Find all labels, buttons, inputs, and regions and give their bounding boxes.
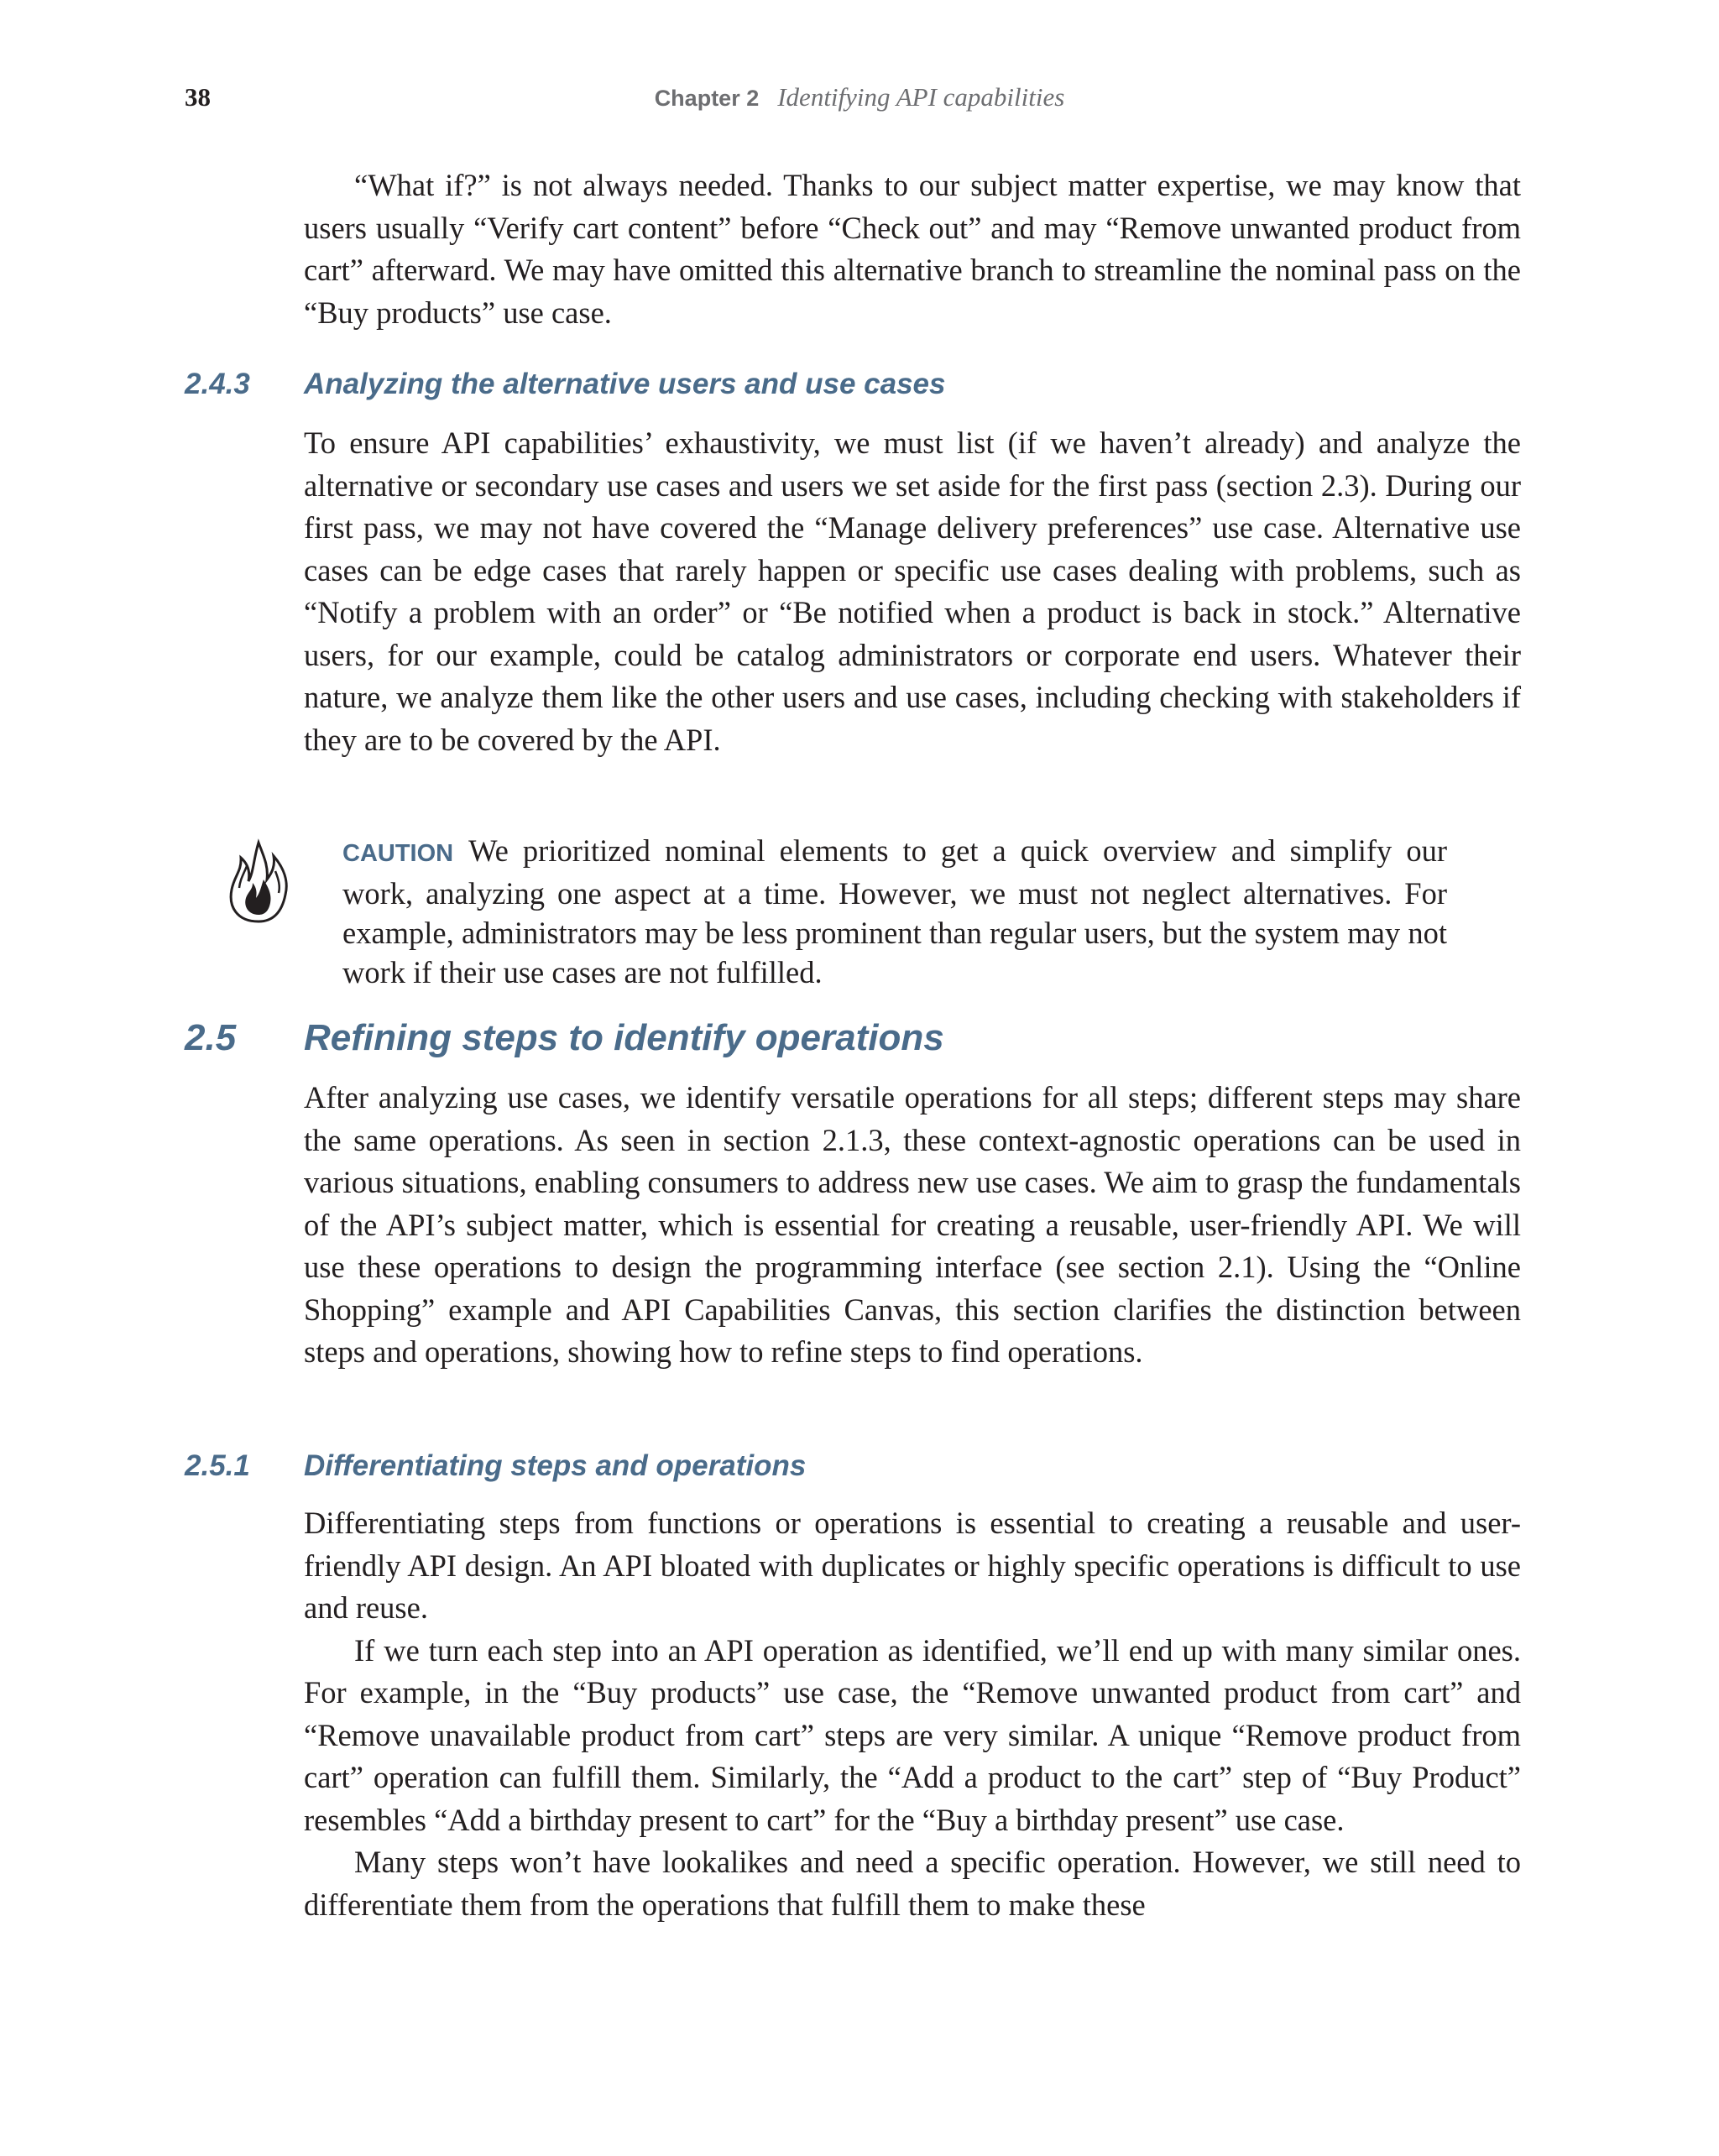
section-2-5-1-body (304, 1502, 1521, 1926)
flame-icon (225, 838, 292, 925)
section-2-5-1-paragraph-2: If we turn each step into an API operation as identified, we’ll end up with many similar ones. For example, in the “Buy products” use case, the “Remove unwanted product from cart” and “Remove unavailable product from cart” steps are very similar. A unique “Remove product from cart” operation can fulfill them. Similarly, the “Add a product to the cart” step of “Buy Product” resembles “Add a birthday present to cart” for the “Buy a birthday present” use case. (304, 1632, 1521, 1837)
section-2-4-3-title: Analyzing the alternative users and use cases (304, 368, 946, 400)
section-2-5-body (304, 1077, 1521, 1374)
intro-text (304, 164, 1521, 334)
section-2-4-3-number: 2.4.3 (185, 368, 250, 400)
section-2-5-1-title: Differentiating steps and operations (304, 1449, 807, 1482)
section-2-5-1-paragraph-1: Differentiating steps from functions or operations is essential to creating a reusable and user-friendly API design. An API bloated with duplicates or highly specific operations is difficult to use and reuse. (304, 1506, 1521, 1625)
chapter-title: Identifying API capabilities (777, 82, 1065, 112)
caution-label: CAUTION (342, 840, 454, 867)
running-head (0, 82, 1719, 112)
section-2-5-1-paragraph-3: Many steps won’t have lookalikes and need a specific operation. However, we still need to differentiate them from the operations that fulfill them to make these (304, 1845, 1521, 1922)
section-2-4-3-body (304, 422, 1521, 761)
section-2-5-paragraph: After analyzing use cases, we identify versatile operations for all steps; different steps may share the same operations. As seen in section 2.1.3, these context-agnostic operations can be used in various situations, enabling consumers to address new use cases. We aim to grasp the fundamentals of the API’s subject matter, which is essential for creating a reusable, user-friendly API. We will use these operations to design the programming interface (see section 2.1). Using the “Online Shopping” example and API Capabilities Canvas, this section clarifies the distinction between steps and operations, showing how to refine steps to find operations. (304, 1080, 1521, 1369)
caution-note (342, 831, 1447, 992)
intro-paragraph: “What if?” is not always needed. Thanks to our subject matter expertise, we may know that users usually “Verify cart content” before “Check out” and may “Remove unwanted product from cart” afterward. We may have omitted this alternative branch to streamline the nominal pass on the “Buy products” use case. (304, 168, 1521, 330)
section-2-4-3-paragraph: To ensure API capabilities’ exhaustivity, we must list (if we haven’t already) and analyze the alternative or secondary use cases and users we set aside for the first pass (section 2.3). During our first pass, we may not have covered the “Manage delivery preferences” use case. Alternative use cases can be edge cases that rarely happen or specific use cases dealing with problems, such as “Notify a problem with an order” or “Be notified when a product is back in stock.” Alternative users, for our example, could be catalog administrators or corporate end users. Whatever their nature, we analyze them like the other users and use cases, including checking with stakeholders if they are to be covered by the API. (304, 425, 1521, 757)
section-2-5-1-number: 2.5.1 (185, 1449, 250, 1482)
section-2-5-title: Refining steps to identify operations (304, 1017, 944, 1058)
section-2-5-number: 2.5 (185, 1017, 237, 1058)
caution-text: We prioritized nominal elements to get a quick overview and simplify our work, analyzing one aspect at a time. However, we must not neglect alternatives. For example, administrators may be less prominent than regular users, but the system may not work if their use cases are not fulfilled. (342, 833, 1447, 989)
page-number: 38 (185, 82, 211, 112)
chapter-label: Chapter 2 (654, 86, 760, 111)
